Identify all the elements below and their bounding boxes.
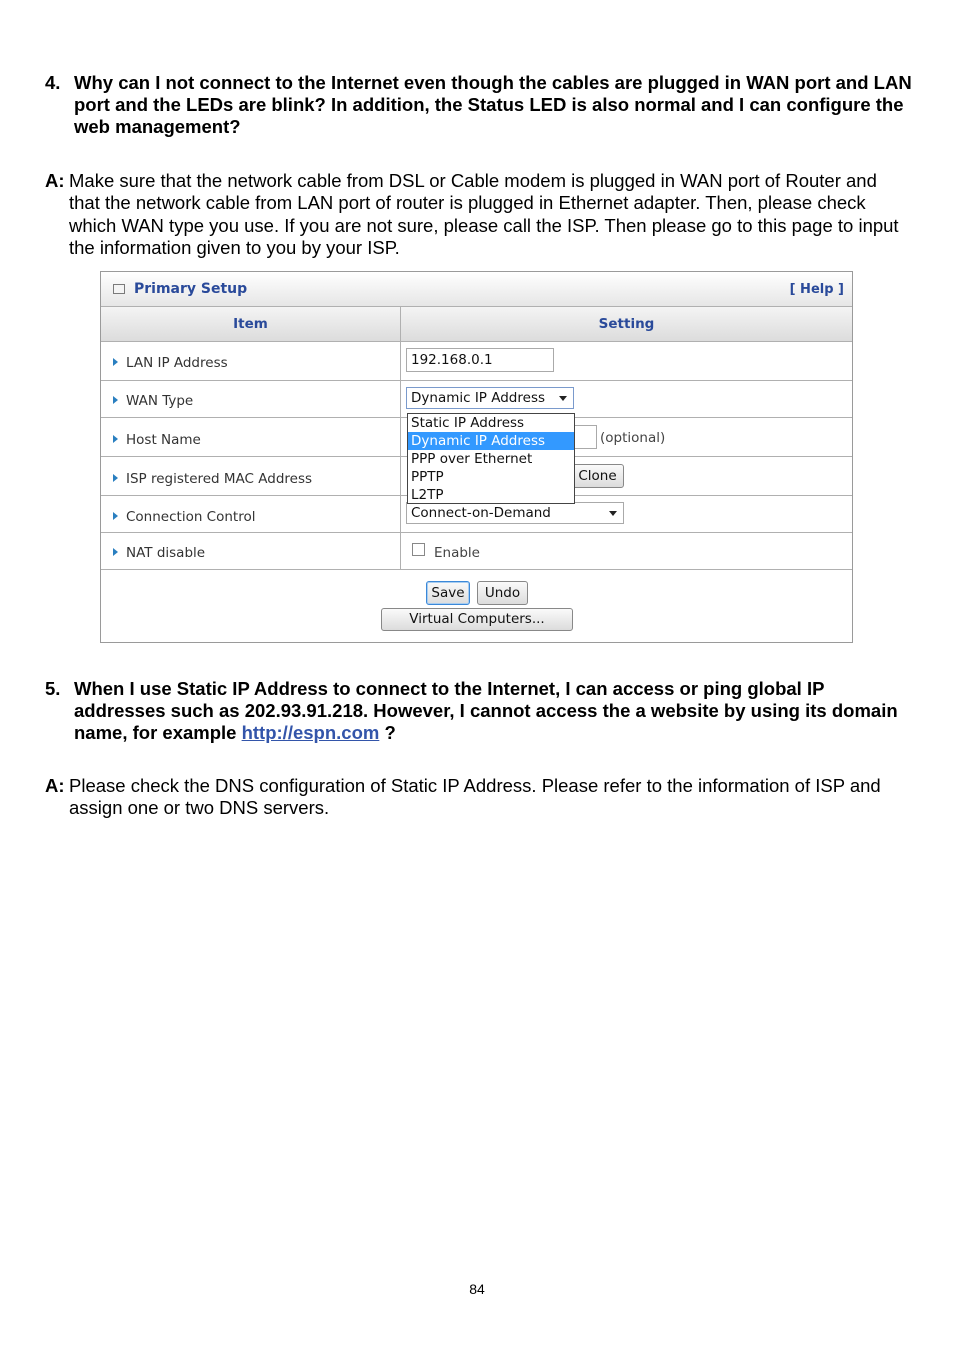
espn-link[interactable]: http://espn.com [241,722,380,743]
column-header-item: Item [101,307,400,342]
answer-label: A: [45,775,65,796]
question-text: Why can I not connect to the Internet even though the cables are plugged in WAN port and LAN port and the LEDs are blink? In addition, the Status LED is also normal and I can configure the web management? [74,72,912,137]
primary-setup-screenshot [100,271,853,643]
clone-button[interactable]: Clone [571,464,624,488]
connection-control-label: Connection Control [126,509,256,525]
triangle-bullet-icon [113,474,118,482]
triangle-bullet-icon [113,548,118,556]
row-nat-disable [101,533,852,570]
chevron-down-icon [559,396,567,401]
question-text-before: When I use Static IP Address to connect to the Internet, I can access or ping global IP addresses such as 202.93.91.218. However, I cannot access the a website by using its domain name, for example [74,678,898,743]
row-lan-ip [101,342,852,381]
question-text-after: ? [379,722,396,743]
row-label [113,355,228,371]
wan-type-option[interactable]: PPP over Ethernet [411,451,533,467]
question-number: 5. [45,678,61,699]
answer-4 [45,170,905,259]
nat-enable-checkbox[interactable] [412,543,425,556]
triangle-bullet-icon [113,435,118,443]
nat-enable-label: Enable [434,545,480,561]
chevron-down-icon [609,511,617,516]
page-number: 84 [469,1281,485,1297]
answer-text: Make sure that the network cable from DSL or Cable modem is plugged in WAN port of Router and that the network cable from LAN port of router is plugged in Ethernet adapter. Then, please check which WAN type you use. If you are not sure, please call the ISP. Then please go to this page to input the information given to you by your ISP. [69,170,899,258]
row-label [113,393,193,409]
host-name-label: Host Name [126,432,201,448]
question-4 [45,72,915,138]
help-link[interactable]: [ Help ] [789,282,844,297]
question-text [74,678,915,744]
triangle-bullet-icon [113,358,118,366]
triangle-bullet-icon [113,512,118,520]
answer-5 [45,775,905,820]
host-name-hint: (optional) [600,430,666,446]
wan-type-dropdown-list[interactable] [407,413,575,504]
panel-header [101,272,852,307]
virtual-computers-button[interactable]: Virtual Computers... [381,608,573,631]
undo-button[interactable]: Undo [477,581,528,605]
row-label [113,509,255,525]
question-number: 4. [45,72,61,93]
row-label [113,471,312,487]
panel-icon [113,284,125,294]
mac-label: ISP registered MAC Address [126,471,313,487]
wan-type-option[interactable]: PPTP [411,469,444,485]
save-button[interactable]: Save [426,581,470,605]
triangle-bullet-icon [113,396,118,404]
connection-control-select[interactable] [406,502,624,524]
column-header-setting: Setting [401,307,852,342]
nat-disable-label: NAT disable [126,545,206,561]
connection-control-selected: Connect-on-Demand [411,505,551,521]
panel-title: Primary Setup [134,281,248,297]
wan-type-option-selected[interactable]: Dynamic IP Address [408,432,574,450]
question-5 [45,678,915,744]
answer-label: A: [45,170,65,191]
wan-type-option[interactable]: L2TP [411,487,444,503]
answer-text: Please check the DNS configuration of Static IP Address. Please refer to the information of ISP and assign one or two DNS servers. [69,775,881,819]
wan-type-selected: Dynamic IP Address [411,390,546,406]
row-label [113,432,201,448]
lan-ip-label: LAN IP Address [126,355,228,371]
row-label [113,545,205,561]
wan-type-label: WAN Type [126,393,194,409]
wan-type-select[interactable] [406,387,574,409]
lan-ip-input[interactable]: 192.168.0.1 [406,348,554,372]
wan-type-option[interactable]: Static IP Address [411,415,525,431]
